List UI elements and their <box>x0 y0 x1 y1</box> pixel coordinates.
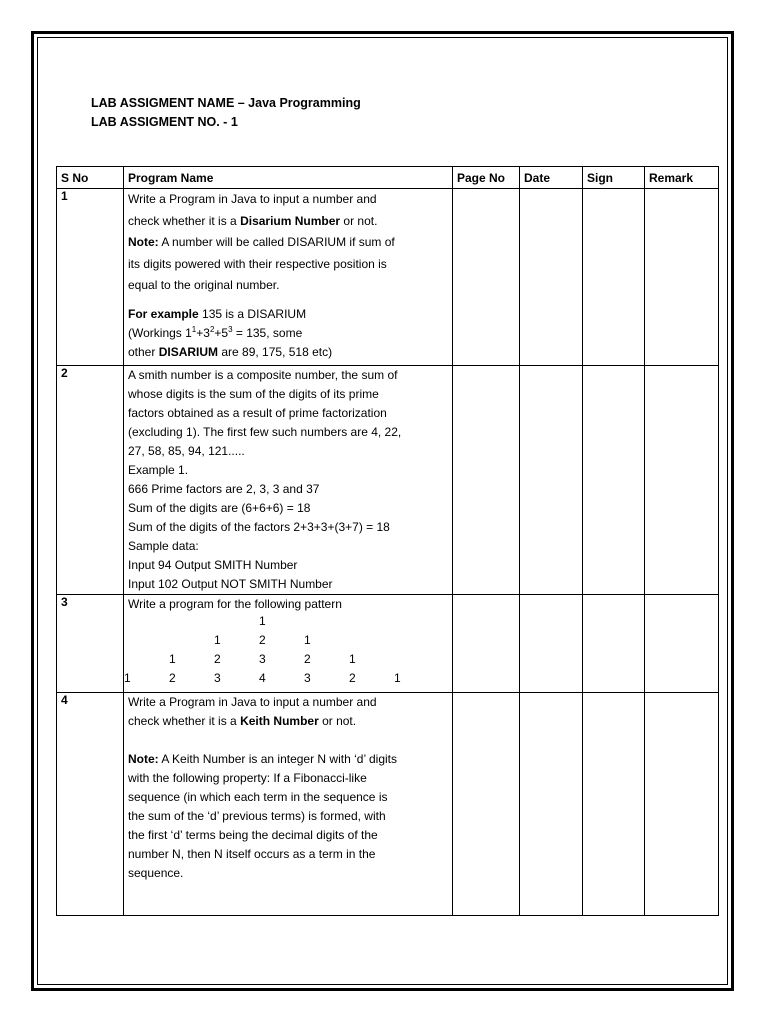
description-line: the first ‘d’ terms being the decimal digits of the <box>128 828 378 842</box>
number-pattern <box>124 614 448 690</box>
description-line: whose digits is the sum of the digits of its prime <box>128 387 379 401</box>
description-line: Example 1. <box>128 463 189 477</box>
column-header-date: Date <box>520 167 583 189</box>
table-row <box>57 189 719 366</box>
pattern-digit: 3 <box>259 652 266 666</box>
pattern-digit: 1 <box>259 614 266 628</box>
description-line: check whether it is a Keith Number or not. <box>128 714 357 728</box>
assignment-table <box>56 166 719 916</box>
description-line: Sum of the digits are (6+6+6) = 18 <box>128 501 311 515</box>
description-line: equal to the original number. <box>128 278 280 292</box>
cell-remark <box>645 595 719 693</box>
description-line: Input 94 Output SMITH Number <box>128 558 298 572</box>
column-header-page-no: Page No <box>453 167 520 189</box>
description-line: the sum of the ‘d’ previous terms) is formed, with <box>128 809 386 823</box>
cell-sign <box>583 189 645 366</box>
cell-date <box>520 189 583 366</box>
cell-date <box>520 693 583 916</box>
row-sno: 2 <box>57 366 124 595</box>
description-line: Note: A number will be called DISARIUM if sum of <box>128 235 395 249</box>
description-line: Input 102 Output NOT SMITH Number <box>128 577 333 591</box>
description-line: Note: A Keith Number is an integer N with ‘d’ digits <box>128 752 398 766</box>
description-line: A smith number is a composite number, the sum of <box>128 368 398 382</box>
cell-sign <box>583 693 645 916</box>
description-line: number N, then N itself occurs as a term in the <box>128 847 376 861</box>
example-block: For example 135 is a DISARIUM (Workings $1^1+3^2+5^3 = 135$, some other DISARIUM are 89, 175, 518 etc) <box>128 306 333 359</box>
description-line: Sum of the digits of the factors 2+3+3+(3+7) = 18 <box>128 520 390 534</box>
description-line: check whether it is a Disarium Number or not. <box>128 213 378 228</box>
column-header-program-name: Program Name <box>124 167 453 189</box>
cell-sign <box>583 595 645 693</box>
cell-date <box>520 595 583 693</box>
cell-remark <box>645 189 719 366</box>
program-description <box>124 595 453 693</box>
column-header-sno: S No <box>57 167 124 189</box>
table-header-row <box>57 167 719 189</box>
description-line: Write a Program in Java to input a number and <box>128 695 377 709</box>
pattern-digit: 1 <box>304 633 311 647</box>
pattern-digit: 1 <box>169 652 176 666</box>
cell-sign <box>583 366 645 595</box>
description-line: sequence. <box>128 866 184 880</box>
cell-date <box>520 366 583 595</box>
program-description <box>124 189 453 366</box>
pattern-digit: 3 <box>304 671 311 685</box>
pattern-digit: 1 <box>124 671 131 685</box>
pattern-digit: 4 <box>259 671 266 685</box>
pattern-digit: 3 <box>214 671 221 685</box>
row-sno: 3 <box>57 595 124 693</box>
assignment-number: LAB ASSIGMENT NO. - 1 <box>91 115 238 129</box>
description-line: Write a program for the following pattern <box>128 597 342 611</box>
cell-remark <box>645 693 719 916</box>
cell-remark <box>645 366 719 595</box>
program-description <box>124 366 453 595</box>
pattern-digit: 2 <box>349 671 356 685</box>
description-line: Write a Program in Java to input a number and <box>128 192 377 206</box>
description-line: Sample data: <box>128 539 199 553</box>
description-line: (excluding 1). The first few such numbers are 4, 22, <box>128 425 402 439</box>
description-line: sequence (in which each term in the sequence is <box>128 790 388 804</box>
pattern-digit: 2 <box>304 652 311 666</box>
description-line: with the following property: If a Fibonacci-like <box>128 771 367 785</box>
cell-page-no <box>453 595 520 693</box>
pattern-digit: 1 <box>349 652 356 666</box>
cell-page-no <box>453 366 520 595</box>
column-header-remark: Remark <box>645 167 719 189</box>
column-header-sign: Sign <box>583 167 645 189</box>
description-line: factors obtained as a result of prime factorization <box>128 406 387 420</box>
row-sno: 4 <box>57 693 124 916</box>
description-line: 27, 58, 85, 94, 121..... <box>128 444 245 458</box>
cell-page-no <box>453 189 520 366</box>
description-line: 666 Prime factors are 2, 3, 3 and 37 <box>128 482 320 496</box>
table-row <box>57 693 719 916</box>
pattern-digit: 2 <box>259 633 266 647</box>
row-sno: 1 <box>57 189 124 366</box>
table-row <box>57 595 719 693</box>
cell-page-no <box>453 693 520 916</box>
program-description <box>124 693 453 916</box>
pattern-digit: 1 <box>394 671 401 685</box>
table-row <box>57 366 719 595</box>
pattern-digit: 2 <box>214 652 221 666</box>
pattern-digit: 2 <box>169 671 176 685</box>
assignment-name: LAB ASSIGMENT NAME – Java Programming <box>91 96 361 110</box>
description-line: its digits powered with their respective position is <box>128 256 387 271</box>
pattern-digit: 1 <box>214 633 221 647</box>
